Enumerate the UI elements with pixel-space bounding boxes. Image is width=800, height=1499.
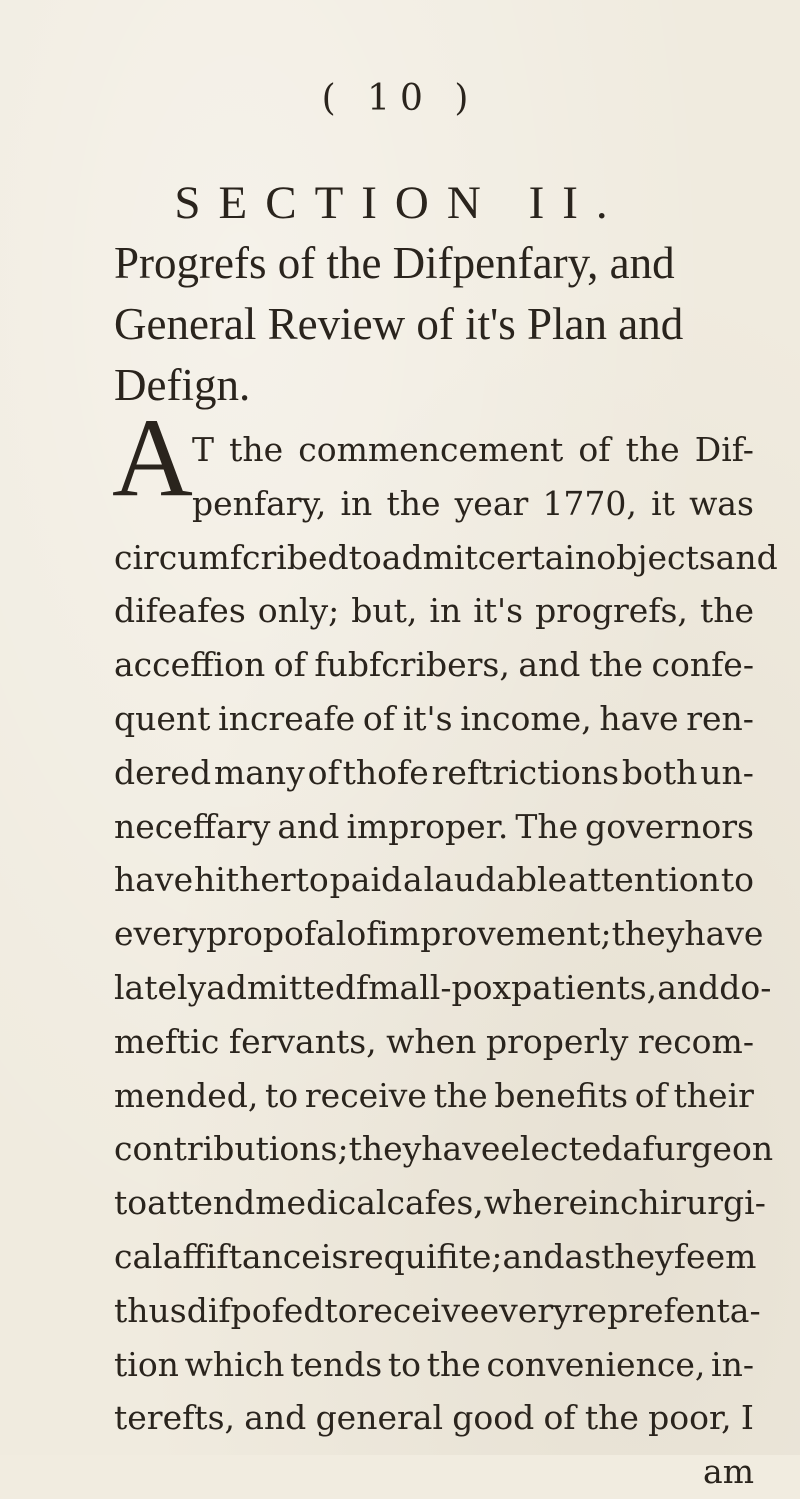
text-line: cal affiftance is requifite; and as they feem [114, 1236, 757, 1276]
text-line: thus difpofed to receive every reprefenta- [114, 1290, 761, 1330]
body-paragraph [114, 423, 778, 1499]
text-line: difeafes only; but, in it's progrefs, the [114, 591, 754, 631]
text-line: tion which tends to the convenience, in- [114, 1344, 754, 1384]
catchword: am [703, 1452, 754, 1492]
text-line: every propofal of improvement; they have [114, 914, 764, 954]
text-line: T the commencement of the Dif- [192, 430, 754, 469]
section-title: Progrefs of the Difpenfary, and General Review of it's Plan and Defign. [114, 238, 684, 410]
section-heading: SECTION II. [174, 177, 626, 229]
text-line: acceffion of fubfcribers, and the confe- [114, 645, 754, 685]
text-line: circumfcribed to admit certain objects and [114, 537, 778, 577]
text-line: quent increafe of it's income, have ren- [114, 698, 754, 738]
text-line: neceffary and improper. The governors [114, 806, 754, 846]
text-line: lately admitted fmall-pox patients, and do- [114, 967, 772, 1007]
text-line: mended, to receive the benefits of their [114, 1075, 754, 1115]
text-line: penfary, in the year 1770, it was [192, 483, 754, 523]
page-number: ( 10 ) [321, 78, 479, 119]
drop-cap: A [112, 396, 193, 520]
text-line: dered many of thofe reftrictions both un- [114, 752, 754, 792]
text-line: to attend medical cafes, wherein chirurgi- [114, 1183, 766, 1223]
text-line: meftic fervants, when properly recom- [114, 1021, 754, 1061]
text-line: terefts, and general good of the poor, I [114, 1398, 754, 1438]
text-line: contributions; they have elected a furgeon [114, 1129, 774, 1169]
text-line: have hitherto paid a laudable attention to [114, 860, 754, 900]
